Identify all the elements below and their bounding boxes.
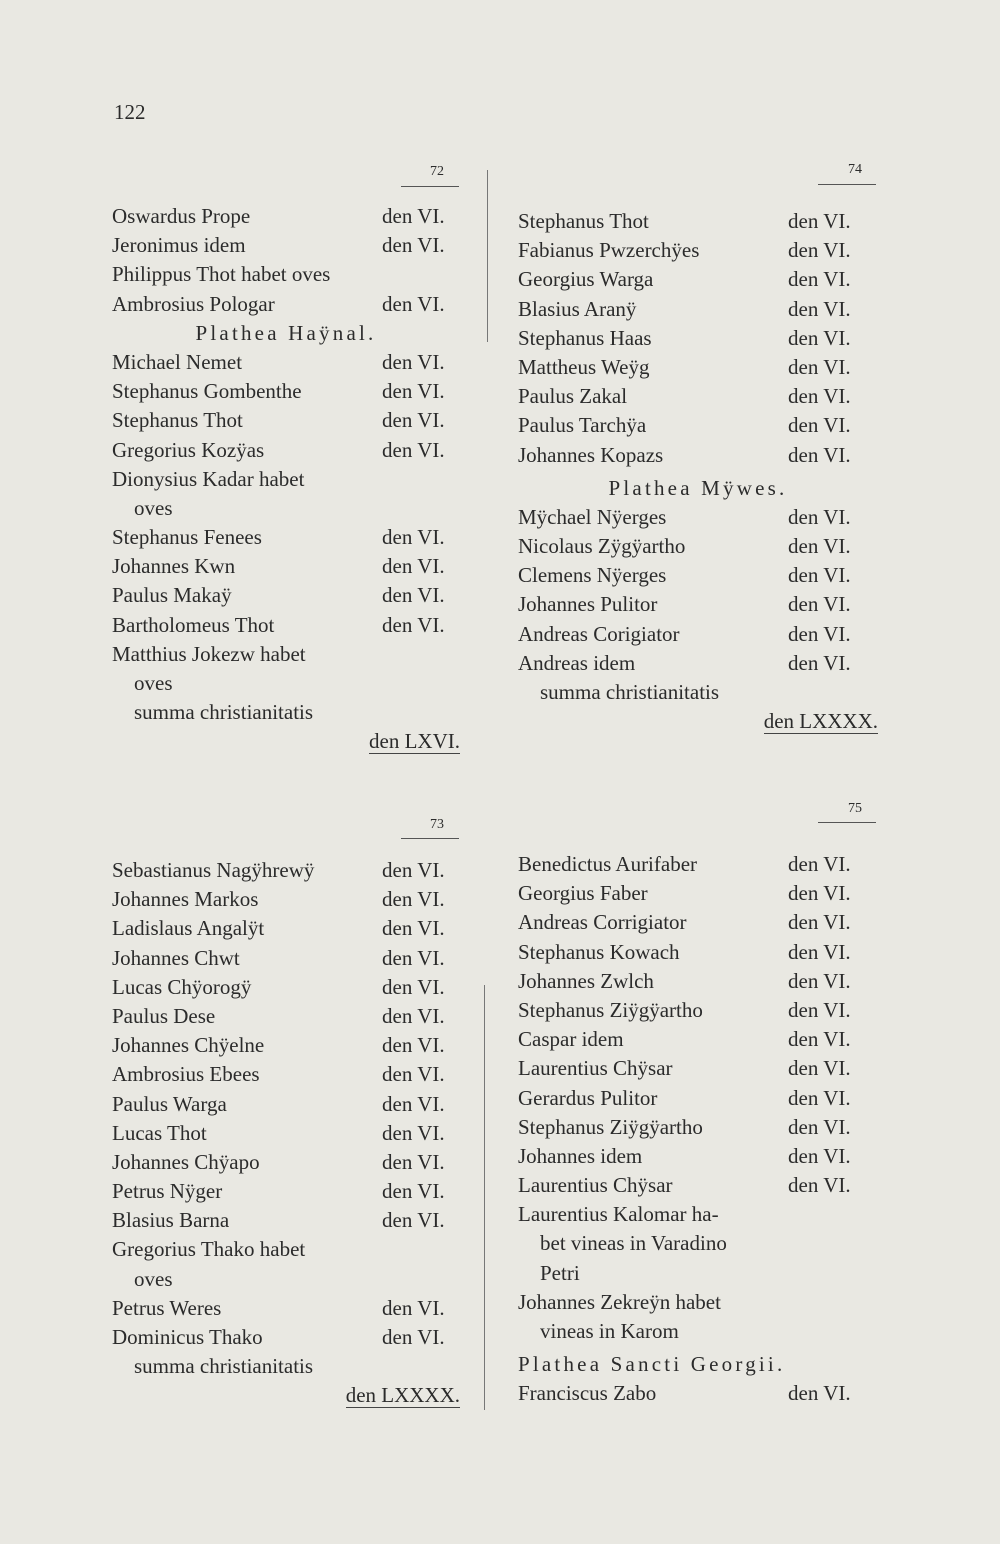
summa-total — [518, 707, 878, 736]
entry-tax: den VI. — [788, 1027, 851, 1052]
entry-row — [518, 1171, 878, 1200]
entry-row — [112, 1060, 460, 1089]
entry-name: Caspar idem — [518, 1027, 624, 1052]
entry-name: Dominicus Thako — [112, 1325, 263, 1349]
summa-total-value: den LXXXX. — [763, 709, 878, 734]
entry-row — [112, 944, 460, 973]
entry-row — [112, 581, 460, 610]
entry-row — [112, 885, 460, 914]
entry-name: Stephanus Ziÿgÿartho — [518, 997, 703, 1022]
entry-row — [112, 348, 460, 377]
entry-tax: den VI. — [788, 881, 851, 906]
entry-tax: den VI. — [382, 1003, 445, 1028]
entry-row — [112, 1031, 460, 1060]
entry-row — [518, 1113, 878, 1142]
column-divider — [487, 170, 488, 342]
entry-name: Mattheus Weÿg — [518, 354, 650, 379]
note-line: Petri — [540, 1260, 580, 1285]
entry-name: Laurentius Chÿsar — [518, 1056, 673, 1081]
entry-name: Johannes Chwt — [112, 945, 240, 970]
section-rule — [401, 186, 459, 187]
entry-row — [518, 532, 878, 561]
entry-name: Paulus Makaÿ — [112, 583, 232, 608]
entry-name: Dionysius Kadar habet — [112, 466, 305, 491]
entry-row — [112, 973, 460, 1002]
entry-row — [112, 406, 460, 435]
entry-row — [518, 649, 878, 678]
entry-tax: den VI. — [788, 325, 851, 350]
entry-tax: den VI. — [382, 974, 445, 999]
entry-name: Sebastianus Nagÿhrewÿ — [112, 858, 315, 882]
entry-tax: den VI. — [382, 945, 445, 970]
entry-tax: den VI. — [788, 852, 851, 876]
entry-name: Blasius Aranÿ — [518, 296, 637, 321]
note-line: Laurentius Kalomar ha- — [518, 1202, 719, 1227]
entry-name: Clemens Nÿerges — [518, 563, 667, 588]
entry-row — [518, 620, 878, 649]
summa-label: summa christianitatis — [540, 680, 720, 704]
entry-tax: den VI. — [382, 525, 445, 550]
entry-tax: den VI. — [382, 291, 445, 316]
entry-name: Paulus Dese — [112, 1003, 216, 1028]
entry-tax: den VI. — [382, 1325, 445, 1349]
entry-name: Laurentius Chÿsar — [518, 1173, 673, 1198]
entry-row — [518, 503, 878, 532]
section-74 — [518, 207, 878, 736]
entry-name: Mÿchael Nÿerges — [518, 504, 667, 529]
entry-row — [112, 465, 460, 494]
entry-tax: den VI. — [788, 1173, 851, 1198]
entry-row — [112, 1294, 460, 1323]
entry-row — [518, 1142, 878, 1171]
entry-row — [518, 1379, 878, 1408]
note-line: Johannes Zekreÿn habet — [518, 1289, 721, 1314]
entry-tax: den VI. — [788, 592, 851, 617]
entry-name: Stephanus Gombenthe — [112, 379, 302, 404]
continuation-line: oves — [134, 1266, 173, 1291]
entry-tax: den VI. — [788, 354, 851, 379]
entry-name: Michael Nemet — [112, 349, 243, 374]
summa-total — [112, 727, 460, 756]
entry-name: Blasius Barna — [112, 1208, 230, 1233]
entry-tax: den VI. — [788, 413, 851, 438]
entry-name: Johannes Kwn — [112, 554, 236, 579]
entry-name: Johannes idem — [518, 1143, 643, 1168]
summa-total — [112, 1381, 460, 1410]
street-heading: Plathea Haÿnal. — [195, 320, 377, 345]
entry-name: Stephanus Fenees — [112, 525, 262, 550]
entry-name: Stephanus Thot — [112, 408, 243, 433]
entry-tax: den VI. — [382, 916, 445, 941]
entry-name: Philippus Thot habet oves — [112, 262, 331, 287]
entry-name: Johannes Chÿapo — [112, 1149, 260, 1174]
entry-name: Johannes Zwlch — [518, 968, 654, 993]
entry-name: Paulus Zakal — [518, 384, 628, 409]
entry-tax: den VI. — [788, 939, 851, 964]
entry-row — [518, 265, 878, 294]
entry-row — [518, 324, 878, 353]
entry-row — [112, 523, 460, 552]
entry-row — [518, 1054, 878, 1083]
note-line: bet vineas in Varadino — [540, 1231, 727, 1256]
entry-tax: den VI. — [788, 1056, 851, 1081]
entry-row — [518, 938, 878, 967]
entry-name: Petrus Weres — [112, 1295, 222, 1320]
summa-total-value: den LXVI. — [369, 729, 460, 754]
entry-row — [112, 914, 460, 943]
entry-name: Paulus Warga — [112, 1091, 227, 1116]
entry-name: Stephanus Thot — [518, 209, 649, 233]
section-73 — [112, 856, 460, 1411]
entry-name: Johannes Markos — [112, 887, 259, 912]
entry-row — [518, 1084, 878, 1113]
entry-tax: den VI. — [788, 1114, 851, 1139]
section-number-72: 72 — [430, 164, 444, 179]
entry-tax: den VI. — [788, 910, 851, 935]
entry-name: Johannes Pulitor — [518, 592, 658, 617]
entry-row — [518, 561, 878, 590]
entry-row — [112, 1206, 460, 1235]
entry-tax: den VI. — [788, 968, 851, 993]
entry-tax: den VI. — [788, 1085, 851, 1110]
summa-label: summa christianitatis — [134, 1354, 314, 1379]
entry-row — [112, 611, 460, 640]
column-divider — [484, 985, 485, 1410]
section-number-74: 74 — [848, 162, 862, 177]
entry-name: Nicolaus Zÿgÿartho — [518, 534, 686, 559]
entry-name: Johannes Chÿelne — [112, 1033, 265, 1058]
section-number-75: 75 — [848, 801, 862, 816]
entry-name: Franciscus Zabo — [518, 1381, 657, 1406]
entry-name: Lucas Chÿorogÿ — [112, 974, 252, 999]
entry-name: Matthius Jokezw habet — [112, 641, 306, 666]
entry-tax: den VI. — [788, 563, 851, 588]
entry-row — [112, 290, 460, 319]
summa-label: summa christianitatis — [134, 700, 314, 725]
entry-tax: den VI. — [382, 554, 445, 579]
entry-row — [518, 441, 878, 470]
entry-row — [518, 908, 878, 937]
entry-row — [112, 260, 460, 289]
page-number: 122 — [114, 100, 146, 124]
entry-tax: den VI. — [382, 858, 445, 882]
entry-tax: den VI. — [788, 267, 851, 292]
entry-tax: den VI. — [788, 209, 851, 233]
entry-name: Stephanus Kowach — [518, 939, 680, 964]
section-rule — [818, 184, 876, 185]
section-72 — [112, 202, 460, 757]
entry-row — [518, 879, 878, 908]
entry-name: Lucas Thot — [112, 1120, 207, 1145]
entry-name: Stephanus Haas — [518, 325, 652, 350]
entry-name: Andreas Corigiator — [518, 621, 680, 646]
entry-name: Paulus Tarchÿa — [518, 413, 647, 438]
entry-name: Johannes Kopazs — [518, 442, 664, 467]
entry-name: Ladislaus Angalÿt — [112, 916, 265, 941]
entry-row — [112, 231, 460, 260]
entry-row — [112, 640, 460, 669]
entry-tax: den VI. — [382, 1149, 445, 1174]
street-heading: Plathea Mÿwes. — [608, 475, 788, 500]
entry-tax: den VI. — [788, 650, 851, 675]
entry-name: Benedictus Aurifaber — [518, 852, 698, 876]
entry-row — [112, 1235, 460, 1264]
entry-tax: den VI. — [382, 1179, 445, 1204]
continuation-line: oves — [134, 495, 173, 520]
entry-name: Jeronimus idem — [112, 233, 246, 258]
entry-tax: den VI. — [788, 1381, 851, 1406]
entry-tax: den VI. — [788, 238, 851, 263]
section-rule — [401, 838, 459, 839]
entry-tax: den VI. — [382, 583, 445, 608]
entry-row — [518, 996, 878, 1025]
entry-row — [518, 590, 878, 619]
entry-tax: den VI. — [788, 1143, 851, 1168]
entry-row — [518, 295, 878, 324]
entry-name: Petrus Nÿger — [112, 1179, 223, 1204]
entry-tax: den VI. — [382, 233, 445, 258]
section-rule — [818, 822, 876, 823]
entry-tax: den VI. — [788, 504, 851, 529]
entry-name: Ambrosius Ebees — [112, 1062, 260, 1087]
note-line: vineas in Karom — [540, 1319, 679, 1343]
entry-name: Georgius Warga — [518, 267, 654, 292]
entry-tax: den VI. — [788, 621, 851, 646]
entry-row — [518, 236, 878, 265]
entry-tax: den VI. — [382, 887, 445, 912]
entry-row — [112, 1177, 460, 1206]
entry-name: Georgius Faber — [518, 881, 648, 906]
entry-tax: den VI. — [788, 442, 851, 467]
entry-name: Stephanus Ziÿgÿartho — [518, 1114, 703, 1139]
entry-row — [112, 856, 460, 885]
entry-tax: den VI. — [788, 384, 851, 409]
entry-tax: den VI. — [382, 612, 445, 637]
entry-row — [518, 850, 878, 879]
entry-tax: den VI. — [788, 296, 851, 321]
entry-row — [112, 377, 460, 406]
street-heading: Plathea Sancti Georgii. — [518, 1352, 786, 1377]
entry-name: Andreas idem — [518, 650, 636, 675]
entry-name: Gregorius Thako habet — [112, 1237, 306, 1262]
entry-tax: den VI. — [382, 408, 445, 433]
entry-tax: den VI. — [382, 1120, 445, 1145]
entry-row — [112, 202, 460, 231]
entry-tax: den VI. — [382, 1208, 445, 1233]
entry-tax: den VI. — [788, 997, 851, 1022]
entry-tax: den VI. — [382, 437, 445, 462]
entry-row — [518, 382, 878, 411]
entry-row — [112, 436, 460, 465]
entry-tax: den VI. — [382, 1295, 445, 1320]
entry-row — [518, 1025, 878, 1054]
entry-tax: den VI. — [382, 204, 445, 228]
entry-tax: den VI. — [382, 1033, 445, 1058]
entry-tax: den VI. — [382, 379, 445, 404]
entry-tax: den VI. — [382, 1091, 445, 1116]
section-number-73: 73 — [430, 817, 444, 832]
entry-row — [518, 967, 878, 996]
continuation-line: oves — [134, 671, 173, 695]
entry-name: Oswardus Prope — [112, 204, 251, 228]
summa-total-value: den LXXXX. — [345, 1383, 460, 1408]
entry-row — [112, 1148, 460, 1177]
entry-name: Bartholomeus Thot — [112, 612, 275, 637]
entry-row — [112, 1119, 460, 1148]
entry-tax: den VI. — [788, 534, 851, 559]
entry-row — [112, 1323, 460, 1352]
entry-row — [112, 1090, 460, 1119]
entry-tax: den VI. — [382, 1062, 445, 1087]
entry-name: Fabianus Pwzerchÿes — [518, 238, 700, 263]
entry-name: Gerardus Pulitor — [518, 1085, 658, 1110]
entry-row — [112, 1002, 460, 1031]
section-75 — [518, 850, 878, 1409]
entry-row — [518, 207, 878, 236]
entry-row — [518, 411, 878, 440]
entry-name: Gregorius Kozÿas — [112, 437, 265, 462]
entry-name: Ambrosius Pologar — [112, 291, 275, 316]
entry-name: Andreas Corrigiator — [518, 910, 687, 935]
entry-tax: den VI. — [382, 349, 445, 374]
entry-row — [112, 552, 460, 581]
entry-row — [518, 353, 878, 382]
